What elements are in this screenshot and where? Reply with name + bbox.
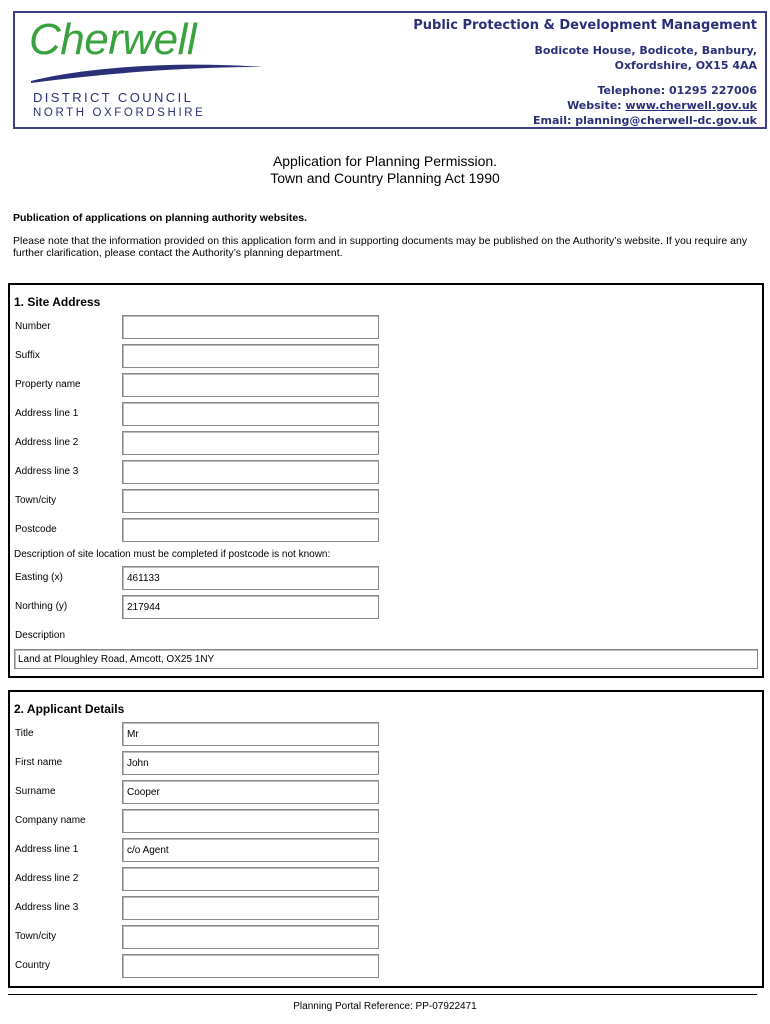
- website-label: Website:: [567, 99, 622, 112]
- address-line-3-field[interactable]: [122, 460, 379, 484]
- org-contact-block: [413, 17, 757, 128]
- form-row: [10, 780, 762, 805]
- form-row: [10, 595, 762, 620]
- field-label: Easting (x): [15, 572, 63, 583]
- publication-note: Please note that the information provided on this application form and in supporting documents may be published on the Authority’s website. If you require any further clarification, please contact the Authority’s planning department.: [13, 235, 748, 259]
- logo-swoosh-icon: [27, 59, 267, 85]
- address-line-2-field[interactable]: [122, 431, 379, 455]
- email-line: [413, 113, 757, 128]
- form-row: [10, 566, 762, 591]
- title-line-1: Application for Planning Permission.: [272, 153, 498, 169]
- field-label: Address line 1: [15, 408, 79, 419]
- footer-divider: [8, 994, 757, 995]
- country-field[interactable]: [122, 954, 379, 978]
- org-contact: [413, 83, 757, 128]
- logo-line-region: NORTH OXFORDSHIRE: [33, 107, 206, 119]
- form-row: [10, 315, 762, 340]
- company-name-field[interactable]: [122, 809, 379, 833]
- form-row: [10, 431, 762, 456]
- form-row: [10, 489, 762, 514]
- telephone-line: [413, 83, 757, 98]
- field-label: Country: [15, 960, 51, 971]
- field-label: Surname: [15, 786, 56, 797]
- surname-field[interactable]: Cooper: [122, 780, 379, 804]
- address-line-2: Oxfordshire, OX15 4AA: [614, 59, 757, 72]
- field-label: Property name: [15, 379, 81, 390]
- field-label: Number: [15, 321, 51, 332]
- form-row: [10, 925, 762, 950]
- telephone-label: Telephone:: [597, 84, 666, 97]
- email-link[interactable]: planning@cherwell-dc.gov.uk: [575, 114, 757, 127]
- field-label: Address line 2: [15, 873, 79, 884]
- property-name-field[interactable]: [122, 373, 379, 397]
- section-heading: 1. Site Address: [14, 295, 101, 309]
- easting-field[interactable]: 461133: [122, 566, 379, 590]
- address-line-1: Bodicote House, Bodicote, Banbury,: [534, 44, 757, 57]
- logo-line-district: DISTRICT COUNCIL: [33, 90, 194, 105]
- applicant-address-line-3-field[interactable]: [122, 896, 379, 920]
- applicant-town-city-field[interactable]: [122, 925, 379, 949]
- field-label: Suffix: [15, 350, 40, 361]
- field-label: Northing (y): [15, 601, 68, 612]
- field-label: Town/city: [15, 495, 57, 506]
- form-row: [10, 624, 762, 649]
- description-field[interactable]: Land at Ploughley Road, Amcott, OX25 1NY: [14, 649, 758, 669]
- site-address-section: [8, 283, 764, 678]
- field-label: Postcode: [15, 524, 57, 535]
- title-field[interactable]: Mr: [122, 722, 379, 746]
- form-row: [10, 954, 762, 979]
- form-row: [10, 460, 762, 485]
- section-heading: 2. Applicant Details: [14, 702, 125, 716]
- field-label: Company name: [15, 815, 86, 826]
- form-row: [10, 838, 762, 863]
- email-label: Email:: [533, 114, 572, 127]
- form-row: [10, 896, 762, 921]
- field-label: Title: [15, 728, 34, 739]
- telephone-value: 01295 227006: [668, 84, 757, 97]
- field-label: Address line 2: [15, 437, 79, 448]
- form-row: [10, 344, 762, 369]
- northing-field[interactable]: 217944: [122, 595, 379, 619]
- form-row: [10, 867, 762, 892]
- header-box: [13, 11, 767, 129]
- form-row: [10, 809, 762, 834]
- form-row: [10, 402, 762, 427]
- field-label: Address line 3: [15, 466, 79, 477]
- postcode-field[interactable]: [122, 518, 379, 542]
- form-row: [10, 518, 762, 543]
- org-title: Public Protection & Development Management: [413, 18, 757, 33]
- address-line-1-field[interactable]: [122, 402, 379, 426]
- field-label: Address line 3: [15, 902, 79, 913]
- form-row: [10, 373, 762, 398]
- portal-reference: Planning Portal Reference: PP-07922471: [293, 1001, 477, 1012]
- first-name-field[interactable]: John: [122, 751, 379, 775]
- title-line-2: Town and Country Planning Act 1990: [270, 170, 500, 186]
- suffix-field[interactable]: [122, 344, 379, 368]
- org-address: [413, 43, 757, 73]
- field-label: Address line 1: [15, 844, 79, 855]
- logo-wordmark: Cherwell: [29, 15, 197, 64]
- field-label: Description: [15, 630, 66, 641]
- website-line: [413, 98, 757, 113]
- form-row: [10, 722, 762, 747]
- form-row: [10, 751, 762, 776]
- field-label: Town/city: [15, 931, 57, 942]
- website-link[interactable]: www.cherwell.gov.uk: [625, 99, 757, 112]
- applicant-details-section: [8, 690, 764, 988]
- page-title: [0, 153, 770, 187]
- location-note: Description of site location must be completed if postcode is not known:: [14, 549, 331, 560]
- applicant-address-line-2-field[interactable]: [122, 867, 379, 891]
- field-label: First name: [15, 757, 63, 768]
- applicant-address-line-1-field[interactable]: c/o Agent: [122, 838, 379, 862]
- town-city-field[interactable]: [122, 489, 379, 513]
- publication-heading: Publication of applications on planning authority websites.: [13, 212, 308, 224]
- number-field[interactable]: [122, 315, 379, 339]
